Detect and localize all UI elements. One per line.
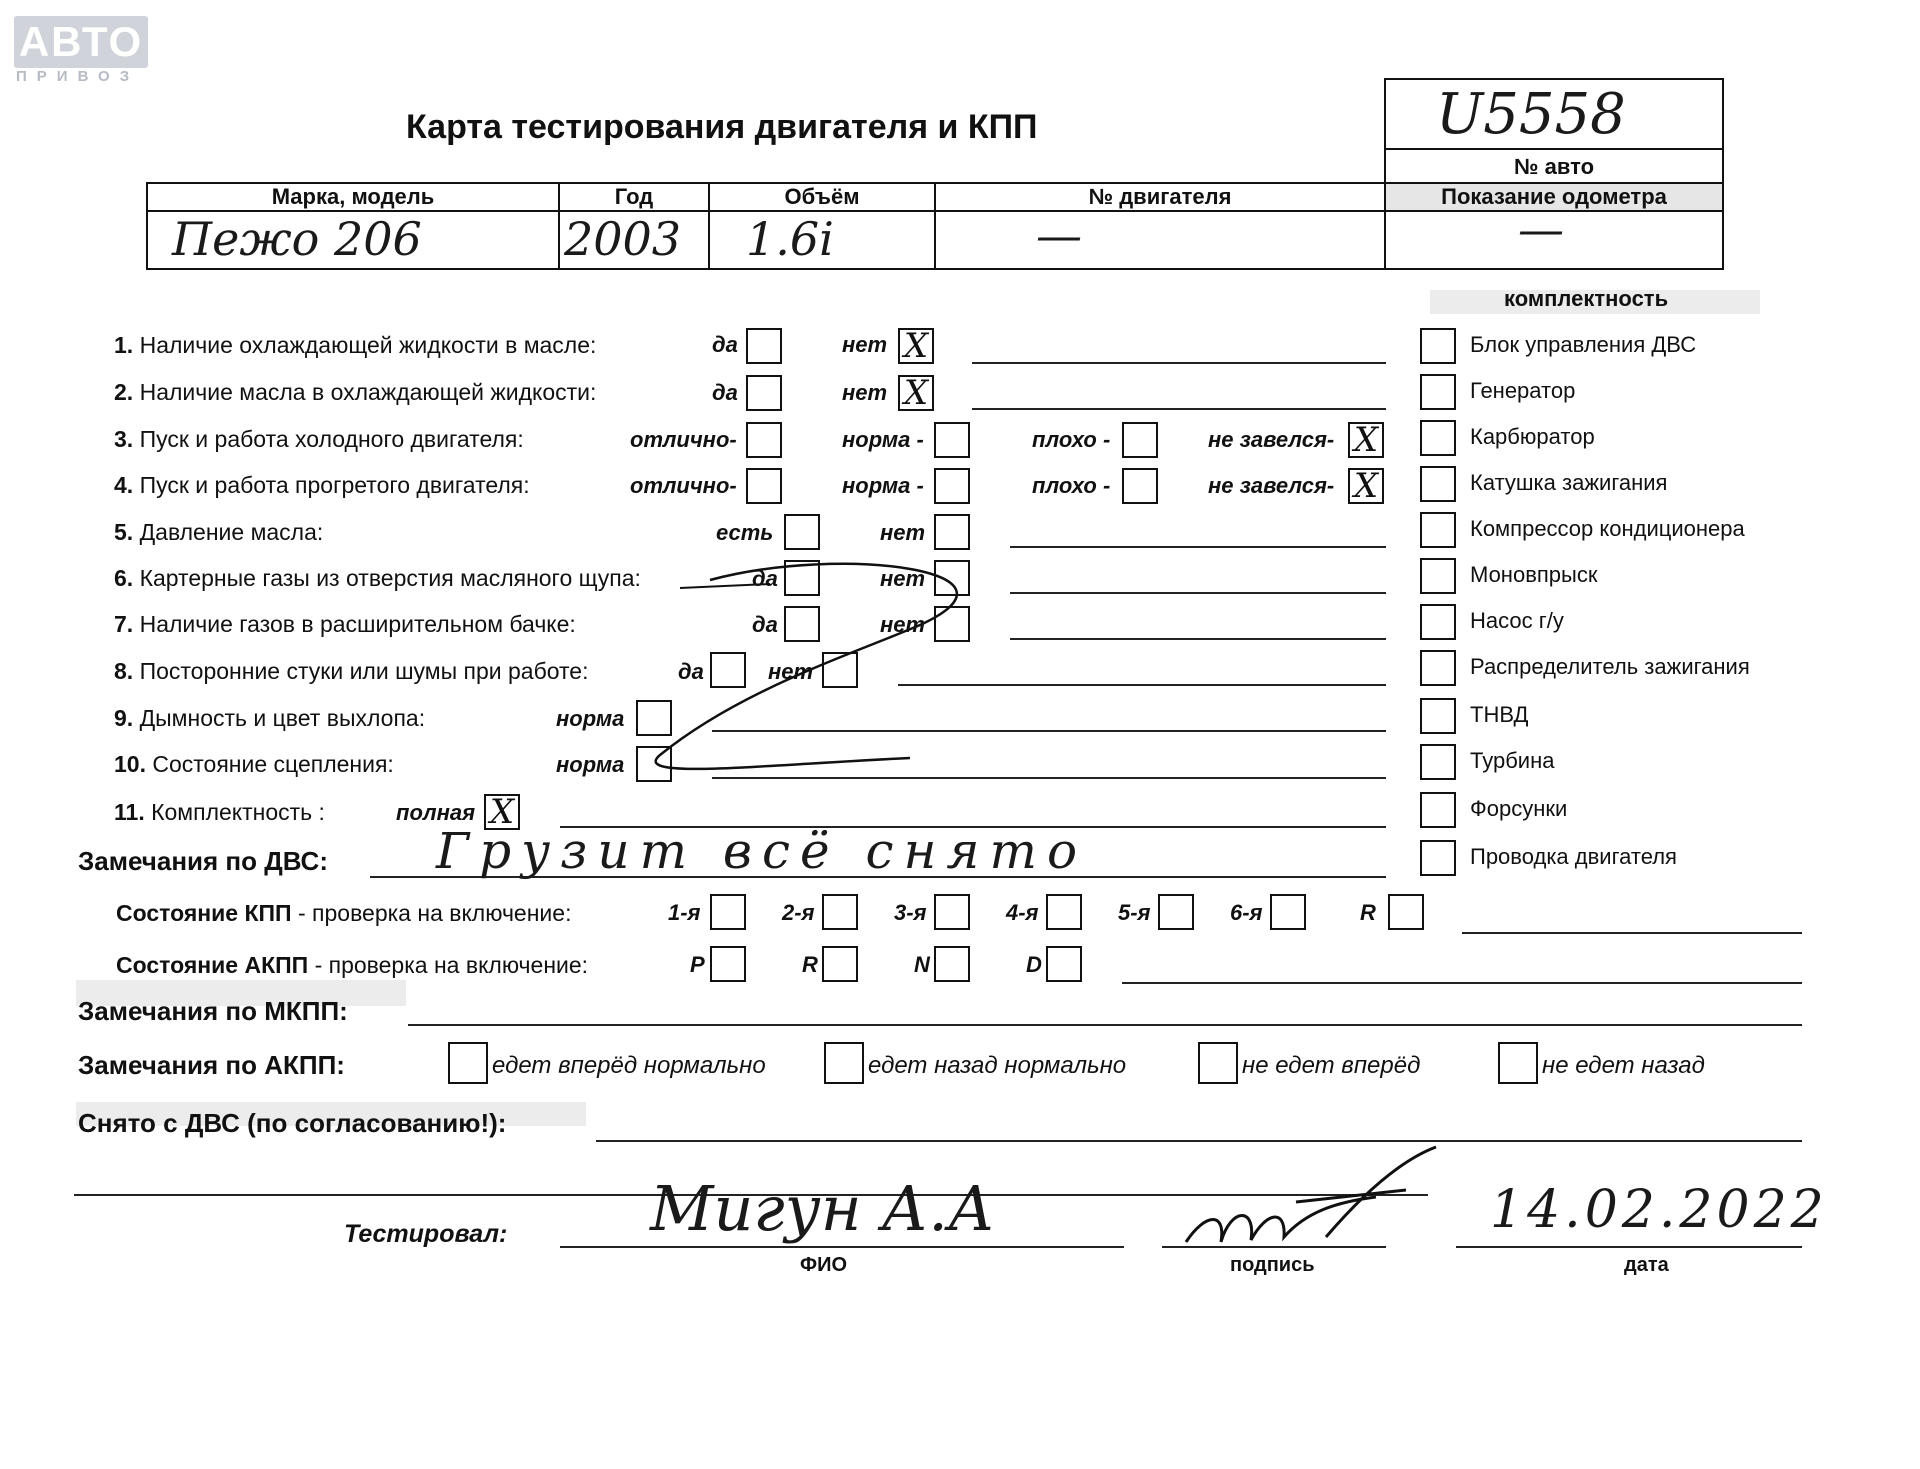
comp-mono-label: Моновпрыск [1470, 562, 1598, 587]
comp-distributor-checkbox[interactable] [1420, 650, 1456, 686]
engine-remarks-label: Замечания по ДВС: [78, 846, 328, 876]
logo: АВТО [14, 16, 148, 68]
comp-pump-label: Насос г/у [1470, 608, 1564, 633]
option-label: полная [396, 800, 476, 825]
option-label: не завелся- [1208, 473, 1335, 498]
comp-generator-checkbox[interactable] [1420, 374, 1456, 410]
removed-label: Снято с ДВС (по согласованию!): [78, 1108, 507, 1138]
option-label: нет [880, 566, 926, 591]
akpp-no-back-label: не едет назад [1542, 1052, 1705, 1079]
kpp-gear4-checkbox[interactable] [1046, 894, 1082, 930]
akpp-p-checkbox[interactable] [710, 946, 746, 982]
akpp-back-ok-checkbox[interactable] [824, 1042, 864, 1084]
akpp-back-ok-label: едет назад нормально [868, 1052, 1127, 1079]
engine-no-value: — [1036, 208, 1082, 262]
option-label: плохо - [1032, 473, 1111, 498]
option-label: есть [716, 520, 774, 545]
tester-name: Мигун А.А [650, 1172, 995, 1245]
kpp-label: Состояние КПП - проверка на включение: [116, 900, 572, 926]
odometer-value: — [1518, 202, 1564, 256]
item1-yes-checkbox[interactable] [746, 328, 782, 364]
option-label: норма - [842, 427, 924, 452]
item-row: 6. Картерные газы из отверстия масляного щупа: [114, 565, 641, 591]
volume-value: 1.6i [746, 212, 834, 266]
document-title: Карта тестирования двигателя и КПП [406, 108, 1038, 146]
comp-ac-label: Компрессор кондиционера [1470, 516, 1745, 541]
comp-wiring-checkbox[interactable] [1420, 840, 1456, 876]
option-label: отлично- [630, 427, 737, 452]
item4-bad-checkbox[interactable] [1122, 468, 1158, 504]
comp-pump-checkbox[interactable] [1420, 604, 1456, 640]
item-row: 7. Наличие газов в расширительном бачке: [114, 611, 576, 637]
item1-line [972, 362, 1386, 364]
item-row: 1. Наличие охлаждающей жидкости в масле: [114, 332, 597, 358]
header-col-engine-no: № двигателя [934, 182, 1386, 212]
comp-distributor-label: Распределитель зажигания [1470, 654, 1750, 679]
option-label: нет [768, 659, 814, 684]
comp-ecu-label: Блок управления ДВС [1470, 332, 1697, 357]
header-col-odometer: Показание одометра [1384, 182, 1724, 212]
comp-turbo-checkbox[interactable] [1420, 744, 1456, 780]
option-label: нет [842, 332, 888, 357]
comp-carb-label: Карбюратор [1470, 424, 1595, 449]
name-line [560, 1246, 1124, 1248]
akpp-label: Состояние АКПП - проверка на включение: [116, 952, 589, 978]
akpp-remarks-label: Замечания по АКПП: [78, 1050, 345, 1080]
kpp-gear5-checkbox[interactable] [1158, 894, 1194, 930]
item4-excellent-checkbox[interactable] [746, 468, 782, 504]
strike-through-stroke [620, 540, 1020, 790]
year-value: 2003 [564, 212, 682, 266]
item2-no-checkbox[interactable]: X [898, 375, 934, 411]
item-row: 3. Пуск и работа холодного двигателя: [114, 426, 524, 452]
engine-remarks-value: Грузит всё снято [436, 822, 1088, 880]
item7-line [1010, 638, 1386, 640]
item3-not-started-checkbox[interactable]: X [1348, 422, 1384, 458]
akpp-line [1122, 982, 1802, 984]
akpp-forward-ok-label: едет вперёд нормально [492, 1052, 766, 1079]
gear-label: 6-я [1230, 900, 1263, 925]
item6-line [1010, 592, 1386, 594]
option-label: нет [880, 520, 926, 545]
item1-no-checkbox[interactable]: X [898, 328, 934, 364]
item3-normal-checkbox[interactable] [934, 422, 970, 458]
item11-full-checkbox[interactable]: X [484, 794, 520, 830]
akpp-no-back-checkbox[interactable] [1498, 1042, 1538, 1084]
gear-label: D [1026, 952, 1042, 977]
item2-line [972, 408, 1386, 410]
option-label: норма - [842, 473, 924, 498]
option-label: отлично- [630, 473, 737, 498]
header-col-volume: Объём [708, 182, 936, 212]
item2-yes-checkbox[interactable] [746, 375, 782, 411]
completeness-title: комплектность [1504, 286, 1669, 311]
akpp-d-checkbox[interactable] [1046, 946, 1082, 982]
kpp-gear2-checkbox[interactable] [822, 894, 858, 930]
option-label: да [678, 659, 704, 684]
gear-label: 4-я [1006, 900, 1039, 925]
akpp-forward-ok-checkbox[interactable] [448, 1042, 488, 1084]
item-row: 9. Дымность и цвет выхлопа: [114, 705, 426, 731]
comp-turbo-label: Турбина [1470, 748, 1555, 773]
item3-excellent-checkbox[interactable] [746, 422, 782, 458]
header-col-year: Год [558, 182, 710, 212]
option-label: да [712, 380, 738, 405]
option-label: нет [880, 612, 926, 637]
comp-coil-label: Катушка зажигания [1470, 470, 1668, 495]
test-date: 14.02.2022 [1490, 1180, 1828, 1240]
date-line [1456, 1246, 1802, 1248]
option-label: да [752, 612, 778, 637]
akpp-r-checkbox[interactable] [822, 946, 858, 982]
item4-normal-checkbox[interactable] [934, 468, 970, 504]
kpp-line [1462, 932, 1802, 934]
item5-line [1010, 546, 1386, 548]
gear-label: N [914, 952, 930, 977]
mkpp-remarks-line [408, 1024, 1802, 1026]
comp-ecu-checkbox[interactable] [1420, 328, 1456, 364]
comp-mono-checkbox[interactable] [1420, 558, 1456, 594]
item4-not-started-checkbox[interactable]: X [1348, 468, 1384, 504]
header-col-model: Марка, модель [146, 182, 560, 212]
caption-name: ФИО [800, 1254, 848, 1276]
comp-wiring-label: Проводка двигателя [1470, 844, 1677, 869]
cell-engine-no [934, 210, 1386, 270]
gear-label: 3-я [894, 900, 927, 925]
signature [1176, 1142, 1456, 1272]
item-row: 11. Комплектность : [114, 799, 325, 825]
item-row: 10. Состояние сцепления: [114, 751, 394, 777]
car-number-label: № авто [1513, 154, 1595, 179]
model-value: Пежо 206 [172, 212, 422, 266]
kpp-gear1-checkbox[interactable] [710, 894, 746, 930]
option-label: да [752, 566, 778, 591]
gear-label: 1-я [668, 900, 701, 925]
car-number-box [1384, 78, 1724, 184]
caption-signature: подпись [1230, 1254, 1315, 1276]
item-row: 4. Пуск и работа прогретого двигателя: [114, 472, 530, 498]
comp-ac-checkbox[interactable] [1420, 512, 1456, 548]
option-label: не завелся- [1208, 427, 1335, 452]
akpp-no-forward-label: не едет вперёд [1242, 1052, 1421, 1079]
kpp-reverse-checkbox[interactable] [1388, 894, 1424, 930]
item-row: 5. Давление масла: [114, 519, 324, 545]
option-label: плохо - [1032, 427, 1111, 452]
gear-label: 5-я [1118, 900, 1151, 925]
mkpp-remarks-label: Замечания по МКПП: [78, 996, 348, 1026]
akpp-no-forward-checkbox[interactable] [1198, 1042, 1238, 1084]
comp-coil-checkbox[interactable] [1420, 466, 1456, 502]
option-label: норма [556, 706, 625, 731]
item3-bad-checkbox[interactable] [1122, 422, 1158, 458]
option-label: норма [556, 752, 625, 777]
comp-tnvd-checkbox[interactable] [1420, 698, 1456, 734]
option-label: да [712, 332, 738, 357]
caption-date: дата [1624, 1254, 1669, 1276]
item-row: 2. Наличие масла в охлаждающей жидкости: [114, 379, 597, 405]
kpp-gear6-checkbox[interactable] [1270, 894, 1306, 930]
gear-label: 2-я [782, 900, 815, 925]
comp-injectors-checkbox[interactable] [1420, 792, 1456, 828]
comp-tnvd-label: ТНВД [1470, 702, 1529, 727]
kpp-gear3-checkbox[interactable] [934, 894, 970, 930]
gear-label: R [802, 952, 818, 977]
comp-generator-label: Генератор [1470, 378, 1576, 403]
option-label: нет [842, 380, 888, 405]
car-number-value: U5558 [1436, 82, 1626, 147]
akpp-n-checkbox[interactable] [934, 946, 970, 982]
logo-subtitle: ПРИВОЗ [16, 68, 140, 85]
header-table [146, 182, 1724, 270]
tested-label: Тестировал: [344, 1220, 508, 1248]
item-row: 8. Посторонние стуки или шумы при работе: [114, 658, 589, 684]
gear-label: P [690, 952, 705, 977]
comp-carb-checkbox[interactable] [1420, 420, 1456, 456]
comp-injectors-label: Форсунки [1470, 796, 1568, 821]
gear-label: R [1360, 900, 1376, 925]
